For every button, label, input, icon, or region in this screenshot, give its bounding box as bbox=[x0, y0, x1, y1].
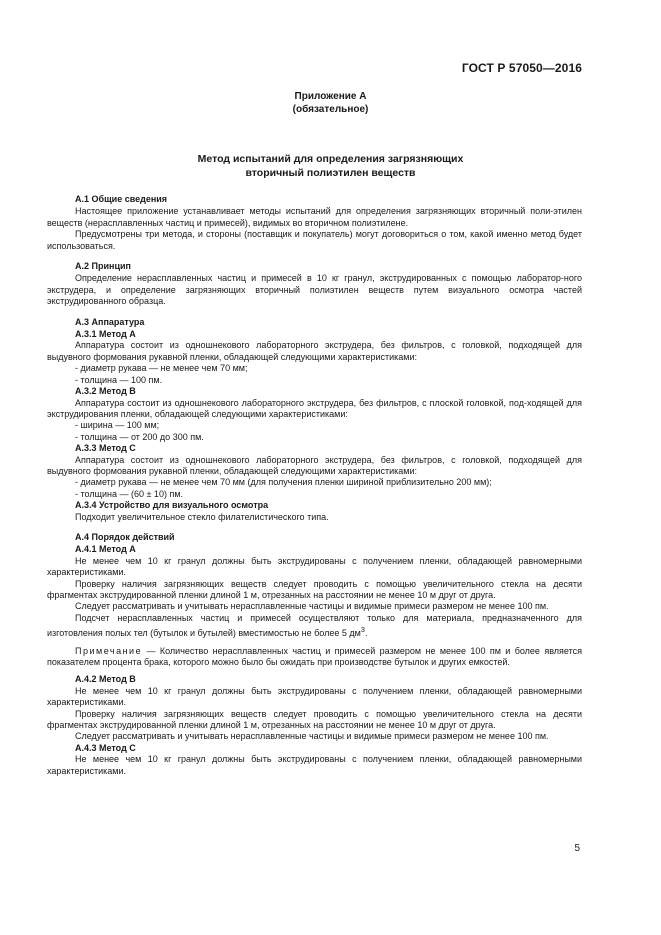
note bbox=[47, 646, 582, 669]
paragraph: Проверку наличия загрязняющих веществ следует проводить с помощью увеличительного стекла на десяти фрагментах экструдированной пленки длиной 1 м, отрезанных на расстоянии не менее 10 м друг от друга. bbox=[47, 578, 582, 600]
paragraph: Следует рассматривать и учитывать нерасплавленные частицы и видимые примеси размером не менее 100 пм. bbox=[75, 731, 549, 742]
list-item: - диаметр рукава — не менее чем 70 мм (для получения пленки шириной приблизительно 200 мм); bbox=[75, 477, 492, 488]
paragraph: Не менее чем 10 кг гранул должны быть экструдированы с получением пленки, обладающей равномерными характеристиками. bbox=[47, 685, 582, 708]
paragraph: Не менее чем 10 кг гранул должны быть экструдированы с получением пленки, обладающей равномерными характеристиками. bbox=[47, 555, 582, 578]
paragraph: Определение нерасплавленных частиц и примесей в 10 кг гранул, экструдированных с помощью лаборатор-ного экструдера, и определение загрязняющих вторичный полиэтилен веществ путем визуального осмотра частей экструдированного образца. bbox=[47, 273, 582, 307]
paragraph-end: . bbox=[364, 628, 368, 639]
paragraph bbox=[47, 613, 582, 640]
document-title-line1: Метод испытаний для определения загрязняющих bbox=[197, 153, 464, 165]
paragraph: Аппаратура состоит из одношнекового лабораторного экструдера, без фильтров, с головкой, подходящей для выдувного формования рукавной пленки, обладающей следующими характеристиками: bbox=[47, 340, 582, 362]
paragraph: Проверку наличия загрязняющих веществ следует проводить с помощью увеличительного стекла на десяти фрагментах экструдированной пленки длиной 1 м, отрезанных на расстоянии не менее 10 м друг от друга. bbox=[47, 708, 582, 731]
document-body bbox=[47, 194, 582, 777]
list-item: - ширина — 100 мм; bbox=[75, 420, 160, 431]
subsection-heading: А.3.4 Устройство для визуального осмотра bbox=[75, 500, 269, 511]
document-title-line2: вторичный полиэтилен веществ bbox=[245, 167, 416, 179]
paragraph: Аппаратура состоит из одношнекового лабораторного экструдера, без фильтров, с плоской головкой, под-ходящей для экструдирования пленки, обладающей следующими характеристиками: bbox=[47, 397, 582, 419]
section-heading: А.1 Общие сведения bbox=[75, 194, 168, 204]
paragraph: Не менее чем 10 кг гранул должны быть экструдированы с получением пленки, обладающей равномерными характеристиками. bbox=[47, 754, 582, 776]
paragraph-text: Подсчет нерасплавленных частиц и примесей осуществляют только для материала, предназначенного для изготовления полых тел (бутылок и бутылей) вместимостью не более 5 дм bbox=[47, 612, 582, 639]
subsection-heading: А.3.3 Метод С bbox=[75, 443, 136, 454]
subsection-heading: А.4.3 Метод С bbox=[75, 742, 136, 753]
note-text: — Количество нерасплавленных частиц и примесей размером не менее 100 пм и более является показателем процента брака, которого можно было бы ожидать при производстве бутылок и других емкостей. bbox=[47, 645, 582, 668]
standard-number: ГОСТ Р 57050—2016 bbox=[461, 61, 582, 75]
note-label: Примечание bbox=[75, 645, 143, 656]
list-item: - толщина — от 200 до 300 пм. bbox=[75, 431, 204, 442]
subsection-heading: А.4.2 Метод В bbox=[75, 674, 136, 685]
paragraph: Аппаратура состоит из одношнекового лабораторного экструдера, без фильтров, с головкой, подходящей для выдувного формования рукавной пленки, обладающей следующими характеристиками: bbox=[47, 454, 582, 476]
paragraph: Подходит увеличительное стекло филателистического типа. bbox=[75, 511, 329, 522]
list-item: - толщина — (60 ± 10) пм. bbox=[75, 488, 184, 499]
subsection-heading: А.3.1 Метод А bbox=[75, 329, 136, 340]
page-number: 5 bbox=[574, 843, 580, 854]
appendix-title: Приложение А bbox=[294, 91, 367, 102]
section-heading: А.2 Принцип bbox=[75, 261, 131, 272]
list-item: - толщина — 100 пм. bbox=[75, 374, 163, 385]
subsection-heading: А.3.2 Метод В bbox=[75, 386, 136, 397]
list-item: - диаметр рукава — не менее чем 70 мм; bbox=[75, 363, 248, 374]
section-heading: А.4 Порядок действий bbox=[75, 531, 175, 542]
superscript: 3 bbox=[360, 625, 365, 635]
paragraph: Предусмотрены три метода, и стороны (поставщик и покупатель) могут договориться о том, какой именно метод будет использоваться. bbox=[47, 229, 582, 251]
section-heading: А.3 Аппаратура bbox=[75, 316, 145, 327]
appendix-status: (обязательное) bbox=[292, 104, 369, 115]
subsection-heading: А.4.1 Метод А bbox=[75, 544, 136, 555]
paragraph: Следует рассматривать и учитывать нерасплавленные частицы и видимые примеси размером не менее 100 пм. bbox=[75, 601, 549, 612]
paragraph: Настоящее приложение устанавливает методы испытаний для определения загрязняющих вторичный поли-этилен веществ (нерасплавленных частиц и примесей), видимых во вторичном полиэтилене. bbox=[47, 206, 582, 228]
